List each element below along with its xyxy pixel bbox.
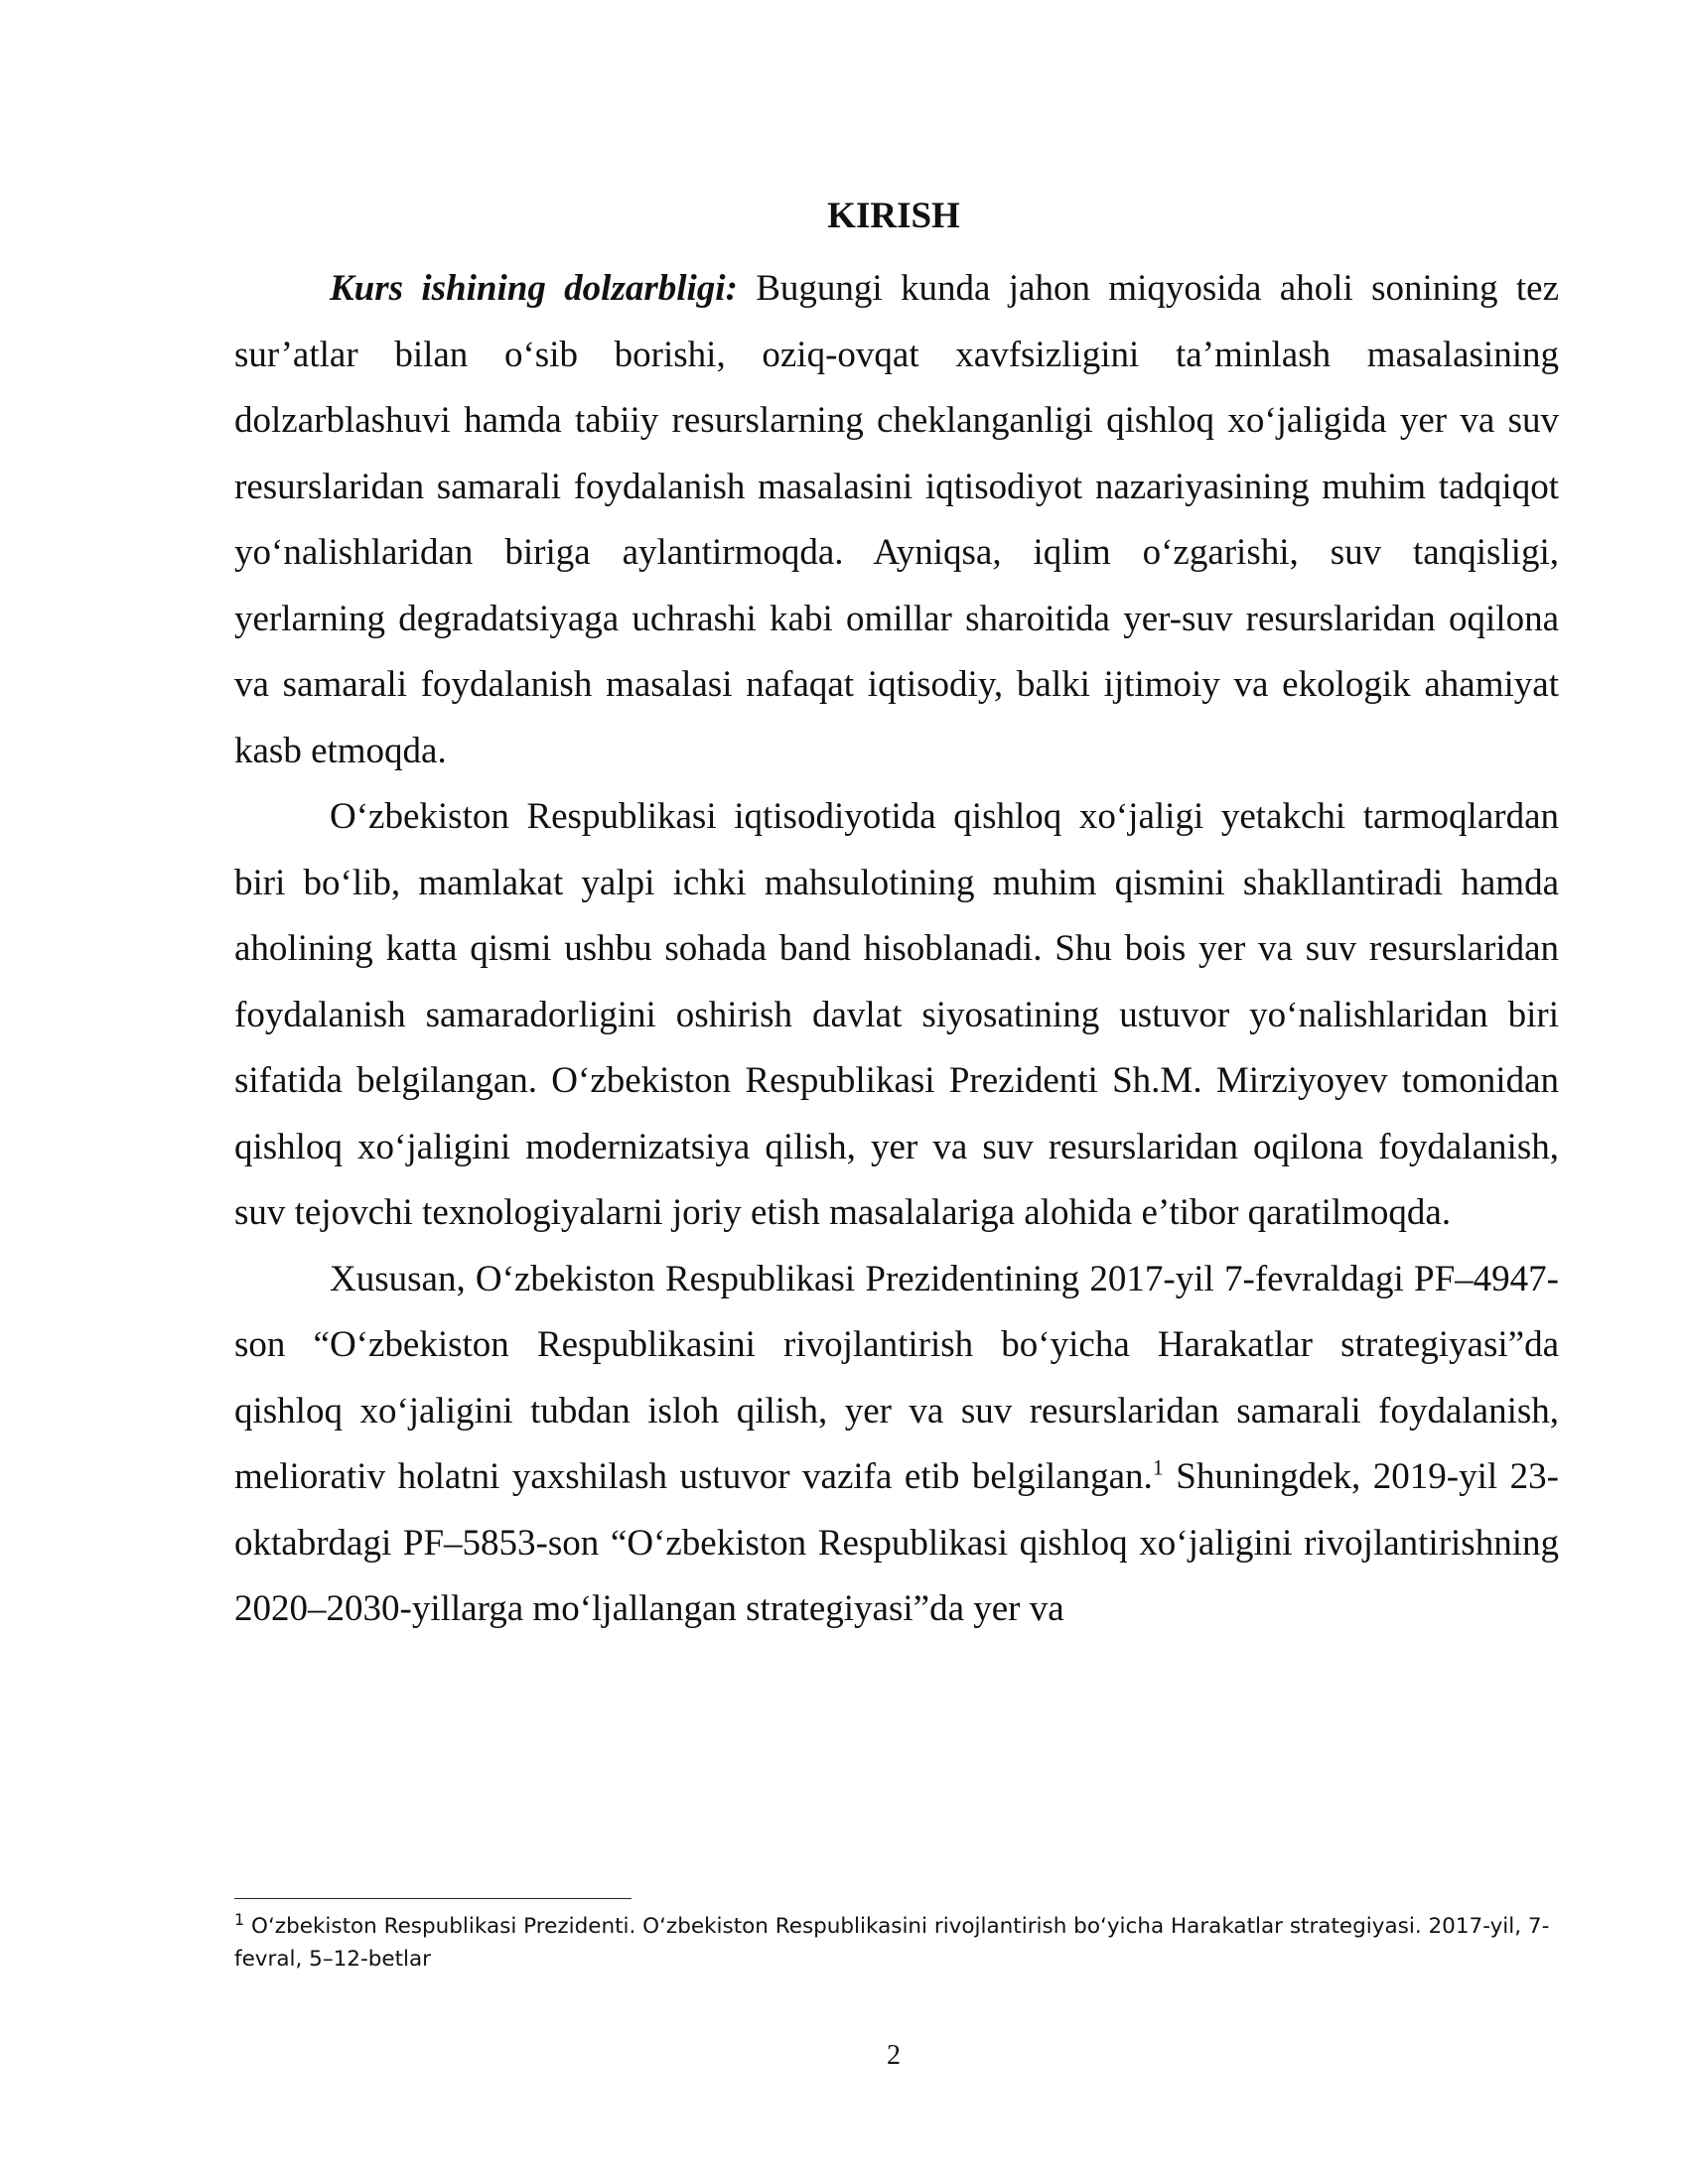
paragraph-lead-heading: Kurs ishining dolzarbligi: (330, 268, 738, 309)
body-text (234, 256, 1559, 1643)
footnote-reference[interactable]: 1 (1152, 1454, 1164, 1480)
footnote-separator (234, 1898, 632, 1899)
footnote (234, 1910, 1559, 1976)
paragraph-text: Shuningdek, 2019-yil 23-oktabrdagi PF–5853-son “O‘zbekiston Respublikasi qishloq xo‘jaligini rivojlantirishning 2020–2030-yillarga mo‘ljallangan strategiyasi”da yer va (234, 1456, 1559, 1629)
footnote-number: 1 (234, 1909, 245, 1929)
page-number: 2 (887, 2040, 901, 2071)
paragraph-strategy (234, 1247, 1559, 1643)
page-title: KIRISH (827, 196, 960, 236)
paragraph-relevance (234, 256, 1559, 784)
paragraph-text: Bugungi kunda jahon miqyosida aholi sonining tez sur’atlar bilan o‘sib borishi, oziq-ovqat xavfsizligini ta’minlash masalasining dolzarblashuvi hamda tabiiy resurslarning cheklanganligi qishloq xo‘jaligida yer va suv resurslaridan samarali foydalanish masalasini iqtisodiyot nazariyasining muhim tadqiqot yo‘nalishlaridan biriga aylantirmoqda. Ayniqsa, iqlim o‘zgarishi, suv tanqisligi, yerlarning degradatsiyaga uchrashi kabi omillar sharoitida yer-suv resurslaridan oqilona va samarali foydalanish masalasi nafaqat iqtisodiy, balki ijtimoiy va ekologik ahamiyat kasb etmoqda. (234, 268, 1560, 771)
footnote-text: O‘zbekiston Respublikasi Prezidenti. O‘zbekiston Respublikasini rivojlantirish bo‘yicha Harakatlar strategiyasi. 2017-yil, 7-fevral, 5–12-betlar (234, 1914, 1550, 1972)
paragraph-text: Xususan, O‘zbekiston Respublikasi Prezidentining 2017-yil 7-fevraldagi PF–4947-son “O‘zbekiston Respublikasini rivojlantirish bo‘yicha Harakatlar strategiyasi”da qishloq xo‘jaligini tubdan isloh qilish, yer va suv resurslaridan samarali foydalanish, meliorativ holatni yaxshilash ustuvor vazifa etib belgilangan. (234, 1258, 1559, 1497)
paragraph-agriculture: O‘zbekiston Respublikasi iqtisodiyotida qishloq xo‘jaligi yetakchi tarmoqlardan biri bo‘lib, mamlakat yalpi ichki mahsulotining muhim qismini shakllantiradi hamda aholining katta qismi ushbu sohada band hisoblanadi. Shu bois yer va suv resurslaridan foydalanish samaradorligini oshirish davlat siyosatining ustuvor yo‘nalishlaridan biri sifatida belgilangan. O‘zbekiston Respublikasi Prezidenti Sh.M. Mirziyoyev tomonidan qishloq xo‘jaligini modernizatsiya qilish, yer va suv resurslaridan oqilona foydalanish, suv tejovchi texnologiyalarni joriy etish masalalariga alohida e’tibor qaratilmoqda. (234, 796, 1559, 1233)
